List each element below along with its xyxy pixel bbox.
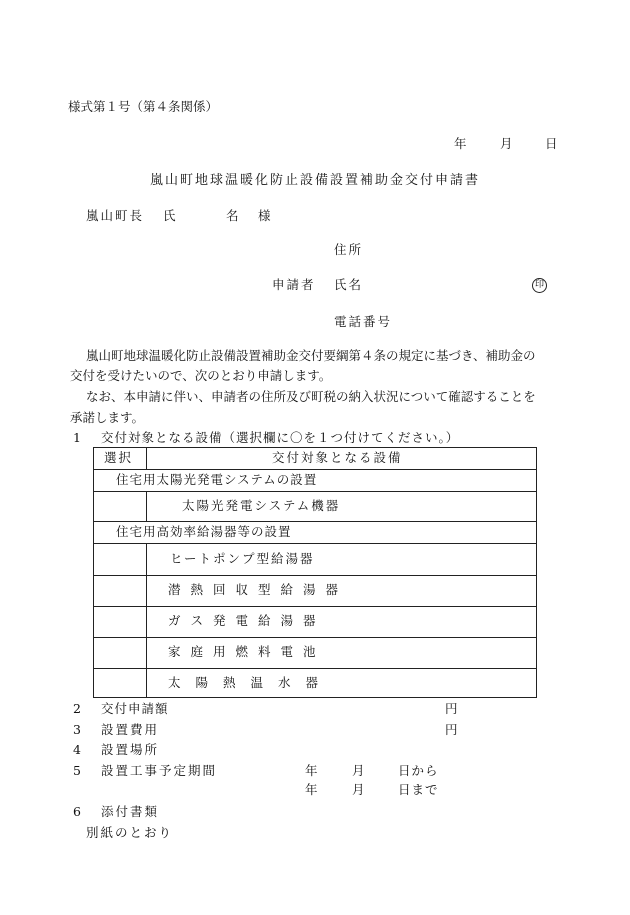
form-title: 嵐山町地球温暖化防止設備設置補助金交付申請書 bbox=[150, 173, 481, 188]
period-start-year: 年 bbox=[305, 763, 318, 778]
table-divider bbox=[146, 543, 147, 698]
table-divider bbox=[93, 543, 537, 544]
section-2-label: 交付申請額 bbox=[101, 701, 169, 716]
para2-line2: 承諾します。 bbox=[70, 410, 145, 425]
section-1-label: 交付対象となる設備（選択欄に〇を１つ付けてください。） bbox=[101, 430, 460, 445]
seal-mark: 印 bbox=[532, 278, 547, 293]
section-2-number: 2 bbox=[73, 701, 81, 716]
para1-line2: 交付を受けたいので、次のとおり申請します。 bbox=[70, 368, 332, 383]
section-3-number: 3 bbox=[73, 722, 81, 737]
section-3-unit: 円 bbox=[445, 722, 458, 737]
applicant-label: 申請者 bbox=[272, 277, 316, 292]
section-6-number: 6 bbox=[73, 804, 81, 819]
para2-line1: なお、本申請に伴い、申請者の住所及び町税の納入状況について確認することを bbox=[86, 389, 536, 404]
table-item-latent-heat: 潜熱回収型給湯器 bbox=[168, 582, 349, 597]
table-divider bbox=[93, 491, 537, 492]
table-divider bbox=[146, 491, 147, 521]
section-6-label: 添付書類 bbox=[101, 804, 160, 819]
section-5-number: 5 bbox=[73, 763, 81, 778]
form-number: 様式第１号（第４条関係） bbox=[68, 99, 219, 114]
name-label: 氏名 bbox=[334, 277, 364, 292]
date-month: 月 bbox=[500, 136, 513, 151]
table-divider bbox=[93, 521, 537, 522]
phone-label: 電話番号 bbox=[334, 314, 393, 329]
period-start-day: 日から bbox=[398, 763, 439, 778]
table-item-fuel-cell: 家庭用燃料電池 bbox=[168, 644, 326, 659]
para1-line1: 嵐山町地球温暖化防止設備設置補助金交付要綱第４条の規定に基づき、補助金の bbox=[86, 348, 536, 363]
table-header-equipment: 交付対象となる設備 bbox=[272, 450, 403, 465]
addressee-sama: 様 bbox=[258, 208, 271, 223]
section-6-detail: 別紙のとおり bbox=[86, 825, 174, 840]
table-item-gas-generator: ガス発電給湯器 bbox=[168, 613, 326, 628]
table-divider bbox=[93, 606, 537, 607]
section-1-number: 1 bbox=[73, 430, 81, 445]
addressee-mei: 名 bbox=[226, 208, 239, 223]
table-item-heat-pump: ヒートポンプ型給湯器 bbox=[170, 551, 315, 566]
section-4-number: 4 bbox=[73, 742, 81, 757]
address-label: 住所 bbox=[334, 242, 364, 257]
period-start-month: 月 bbox=[352, 763, 365, 778]
table-divider bbox=[93, 469, 537, 470]
table-item-solar-thermal: 太陽熱温水器 bbox=[168, 675, 334, 690]
section-3-label: 設置費用 bbox=[101, 722, 160, 737]
table-divider bbox=[93, 575, 537, 576]
addressee-mayor: 嵐山町長 bbox=[86, 208, 145, 223]
table-divider bbox=[93, 668, 537, 669]
addressee-shi: 氏 bbox=[163, 208, 176, 223]
table-group-solar: 住宅用太陽光発電システムの設置 bbox=[116, 472, 318, 487]
period-end-month: 月 bbox=[352, 782, 365, 797]
date-day: 日 bbox=[545, 136, 558, 151]
period-end-year: 年 bbox=[305, 782, 318, 797]
section-4-label: 設置場所 bbox=[101, 742, 160, 757]
period-end-day: 日まで bbox=[398, 782, 439, 797]
table-divider bbox=[93, 637, 537, 638]
table-header-select: 選択 bbox=[104, 450, 134, 465]
date-year: 年 bbox=[454, 136, 467, 151]
table-group-water-heater: 住宅用高効率給湯器等の設置 bbox=[116, 524, 292, 539]
section-2-unit: 円 bbox=[445, 701, 458, 716]
table-divider bbox=[146, 447, 147, 469]
section-5-label: 設置工事予定期間 bbox=[101, 763, 218, 778]
table-item-solar-equipment: 太陽光発電システム機器 bbox=[182, 498, 341, 513]
